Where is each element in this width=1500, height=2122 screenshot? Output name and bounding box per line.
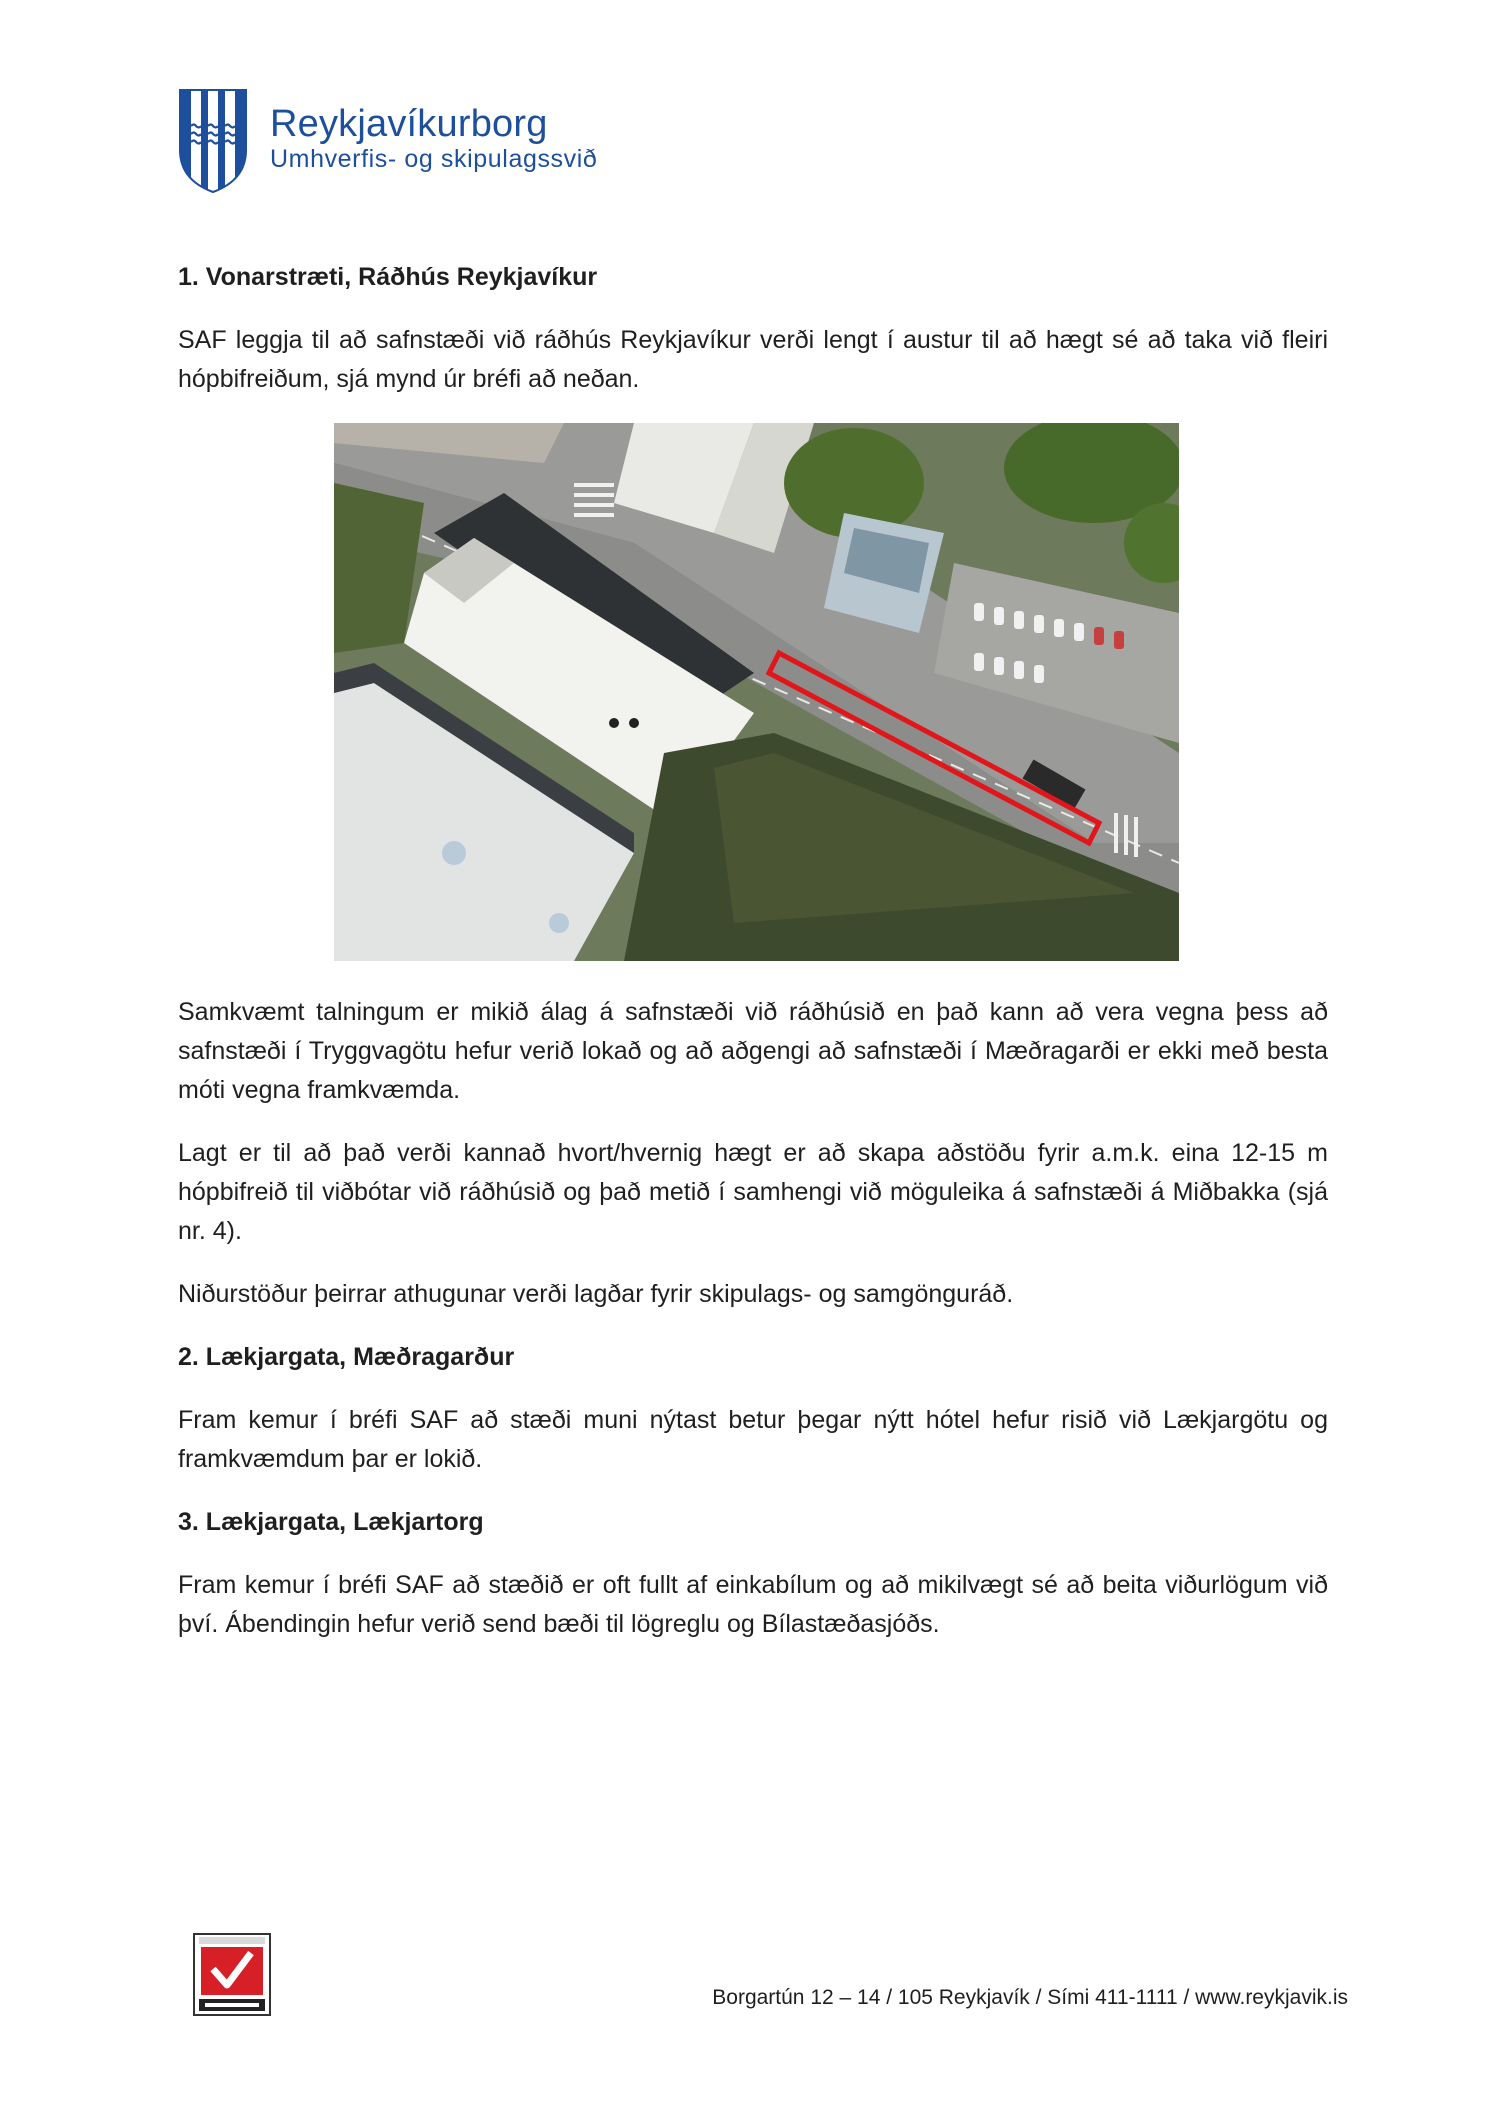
aerial-map-icon (334, 423, 1179, 961)
page-header (178, 88, 597, 194)
section-heading: 1. Vonarstræti, Ráðhús Reykjavíkur (178, 263, 598, 291)
aerial-photo (334, 423, 1179, 961)
footer-address: Borgartún 12 – 14 / 105 Reykjavík / Sími 411-1111 / www.reykjavik.is (712, 1986, 1348, 2009)
iso-14001-certification-icon (193, 1933, 271, 2016)
paragraph: Samkvæmt talningum er mikið álag á safnstæði við ráðhúsið en það kann að vera vegna þess að safnstæði í Tryggvagötu hefur verið lokað og að aðgengi að safnstæði í Mæðragarði er ekki með besta móti vegna framkvæmda. (178, 998, 1328, 1104)
document-body (178, 258, 1328, 1668)
department-name: Umhverfis- og skipulagssvið (270, 145, 598, 173)
paragraph: Fram kemur í bréfi SAF að stæði muni nýtast betur þegar nýtt hótel hefur risið við Lækjargötu og framkvæmdum þar er lokið. (178, 1406, 1328, 1473)
paragraph: Lagt er til að það verði kannað hvort/hvernig hægt er að skapa aðstöðu fyrir a.m.k. eina 12-15 m hópbifreið til viðbótar við ráðhúsið og það metið í samhengi við möguleika á safnstæði á Miðbakka (sjá nr. 4). (178, 1139, 1328, 1245)
brand-block (270, 103, 597, 173)
paragraph: Fram kemur í bréfi SAF að stæðið er oft fullt af einkabílum og að mikilvægt sé að beita viðurlögum við því. Ábendingin hefur verið send bæði til lögreglu og Bílastæðasjóðs. (178, 1571, 1328, 1638)
paragraph: Niðurstöður þeirrar athugunar verði lagðar fyrir skipulags- og samgönguráð. (178, 1280, 1014, 1308)
reykjavik-crest-icon (178, 88, 248, 194)
section-heading: 3. Lækjargata, Lækjartorg (178, 1508, 484, 1536)
paragraph: SAF leggja til að safnstæði við ráðhús Reykjavíkur verði lengt í austur til að hægt sé að taka við fleiri hópbifreiðum, sjá mynd úr bréfi að neðan. (178, 326, 1328, 393)
section-heading: 2. Lækjargata, Mæðragarður (178, 1343, 515, 1371)
org-name: Reykjavíkurborg (270, 103, 548, 145)
